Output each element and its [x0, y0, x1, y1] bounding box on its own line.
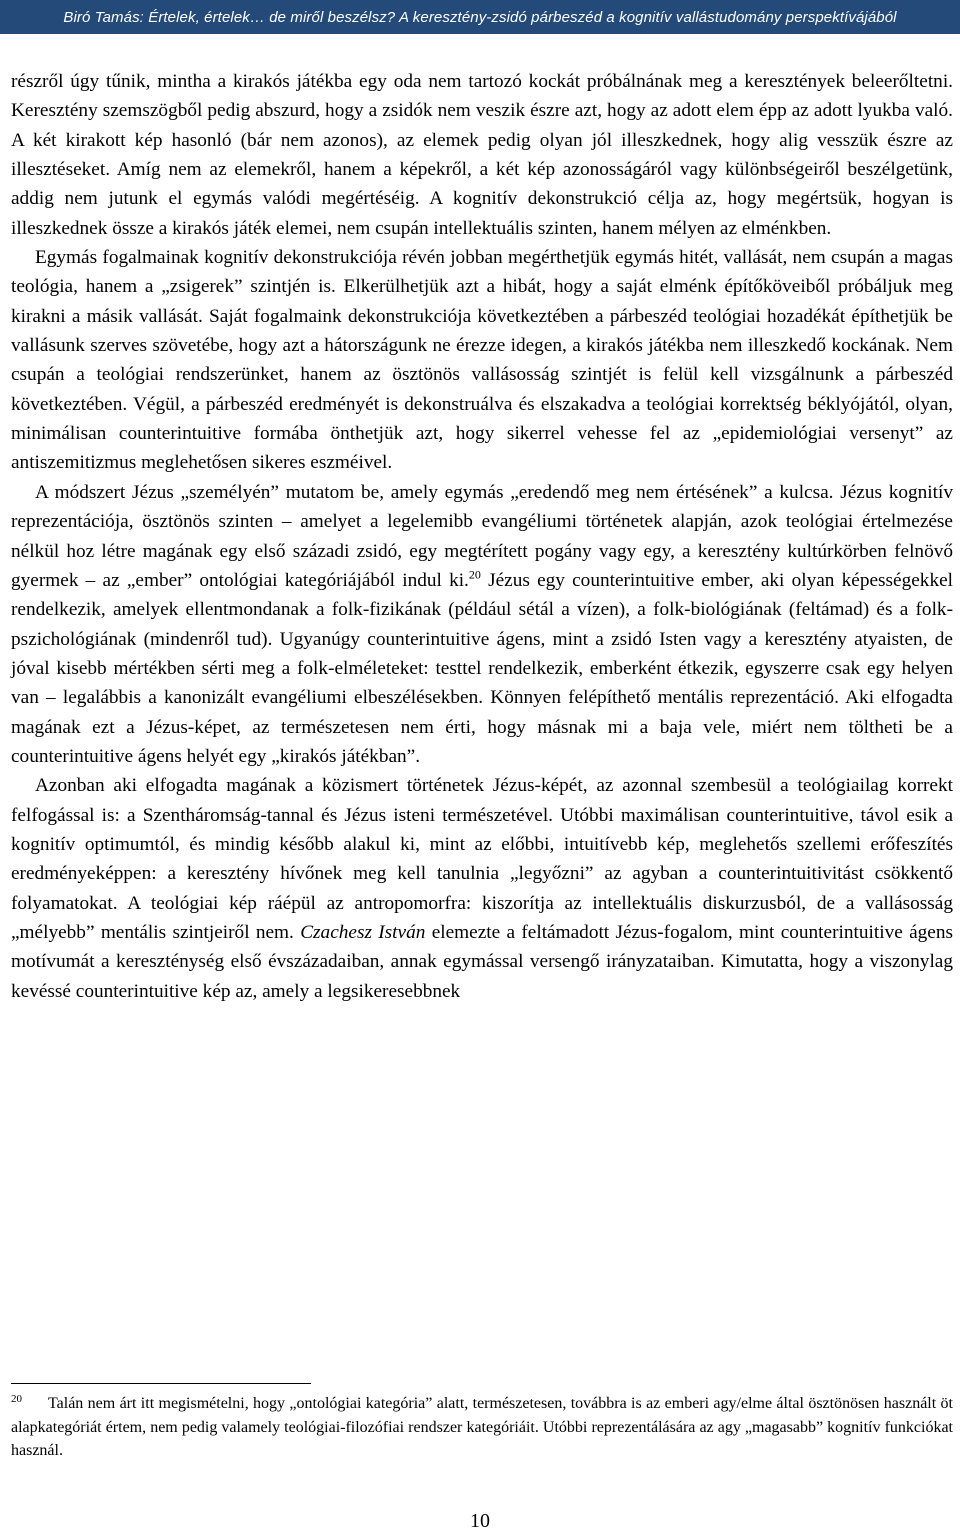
running-header-title: Biró Tamás: Értelek, értelek… de miről beszélsz? A keresztény-zsidó párbeszéd a kognitív vallástudomány perspektívájából [63, 8, 897, 26]
running-header [0, 0, 960, 34]
author-name-italic: Czachesz István [300, 921, 426, 943]
paragraph-3 [11, 478, 953, 771]
footnote [11, 1392, 953, 1463]
footnote-reference[interactable]: 20 [468, 567, 481, 582]
main-text [11, 67, 953, 1006]
footnote-text: Talán nem árt itt megismételni, hogy „ontológiai kategória” alatt, természetesen, továbbra is az emberi agy/elme által ösztönösen használt öt alapkategóriát értem, nem pedig valamely teológiai-filozófiai rendszer kategóriáit. Utóbbi reprezentálására az agy „magasabb” kognitív funkciókat használ. [11, 1395, 953, 1459]
footnote-number: 20 [11, 1392, 22, 1405]
paragraph-1: részről úgy tűnik, mintha a kirakós játékba egy oda nem tartozó kockát próbálnának meg a keresztények beleerőltetni. Keresztény szemszögből pedig abszurd, hogy a zsidók nem veszik észre azt, hogy az adott elem épp az adott lyukba való. A két kirakott kép hasonló (bár nem azonos), az elemek pedig olyan jól illeszkednek, hogy alig vesszük észre az illesztéseket. Amíg nem az elemekről, hanem a képekről, a két kép azonosságáról vagy különbségeiről beszélgetünk, addig nem jutunk el egymás valódi megértéséig. A kognitív dekonstrukció célja az, hogy megértsük, hogyan is illeszkednek össze a kirakós játék elemei, nem csupán intellektuális szinten, hanem mélyen az elménkben. [11, 71, 953, 239]
paragraph-4 [11, 771, 953, 1006]
paragraph-3-text-b: Jézus egy counterintuitive ember, aki olyan képességekkel rendelkezik, amelyek ellentmondanak a folk-fizikának (például sétál a vízen), a folk-biológiának (feltámad) és a folk-pszichológiának (mindenről tud). Ugyanúgy counterintuitive ágens, mint a zsidó Isten vagy a keresztény atyaisten, de jóval kisebb mértékben sérti meg a folk-elméleteket: testtel rendelkezik, emberként étkezik, egyszerre csak egy helyen van – legalábbis a kanonizált evangéliumi elbeszélésekben. Könnyen felépíthető mentális reprezentáció. Aki elfogadta magának ezt a Jézus-képet, az természetesen nem érti, hogy másnak mi a baja vele, miért nem töltheti be a counterintuitive ágens helyét egy „kirakós játékban”. [11, 569, 953, 767]
paragraph-3-text-a: A módszert Jézus „személyén” mutatom be, amely egymás „eredendő meg nem értésének” a kulcsa. Jézus kognitív reprezentációja, ösztönös szinten – amelyet a legelemibb evangéliumi történetek alapján, azok teológiai értelmezése nélkül hoz létre magának egy első századi zsidó, egy megtérített pogány vagy egy, a keresztény kultúrkörben felnövő gyermek – az „ember” ontológiai kategóriájából indul ki. [11, 481, 953, 591]
paragraph-4-text-a: Azonban aki elfogadta magának a közismert történetek Jézus-képét, az azonnal szembesül a teológiailag korrekt felfogással is: a Szentháromság-tannal és Jézus isteni természetével. Utóbbi maximálisan counterintuitive, távol esik a kognitív optimumtól, és mindig később alakul ki, mint az előbbi, intuitívebb kép, meglehetős szellemi erőfeszítés eredményeképpen: a keresztény hívőnek meg kell tanulnia „legyőzni” az agyban a counterintuitivitást csökkentő folyamatokat. A teológiai kép ráépül az antropomorfra: kiszorítja az intellektuális diskurzusból, de a vallásosság „mélyebb” mentális szintjeiről nem. [11, 775, 953, 943]
paragraph-4-text-b: elemezte a feltámadott Jézus-fogalom, mint counterintuitive ágens motívumát a kereszténység első évszázadaiban, annak egymással versengő irányzataiban. Kimutatta, hogy a viszonylag kevéssé counterintuitive kép az, amely a legsikeresebbnek [11, 921, 953, 1002]
paragraph-2: Egymás fogalmainak kognitív dekonstrukciója révén jobban megérthetjük egymás hitét, vallását, nem csupán a magas teológia, hanem a „zsigerek” szintjén is. Elkerülhetjük azt a hibát, hogy a saját elménk építőköveiből próbáljuk meg kirakni a másik vallását. Saját fogalmaink dekonstrukciója következtében a párbeszéd teológiai hozadékát építhetjük be vallásunk szerves szövetébe, hogy azt a hátországunk ne érezze idegen, a kirakós játékba nem illeszkedő kockának. Nem csupán a teológiai rendszerünket, hanem az ösztönös vallásosság szintjét is felül kell vizsgálnunk a párbeszéd következtében. Végül, a párbeszéd eredményét is dekonstruálva és elszakadva a teológiai korrektség béklyójától, olyan, minimálisan counterintuitive formába önthetjük azt, hogy sikerrel vehesse fel az „epidemiológiai versenyt” az antiszemitizmus meglehetősen sikeres eszméivel. [11, 247, 953, 474]
footnote-divider [11, 1383, 311, 1384]
page-number: 10 [470, 1510, 490, 1532]
